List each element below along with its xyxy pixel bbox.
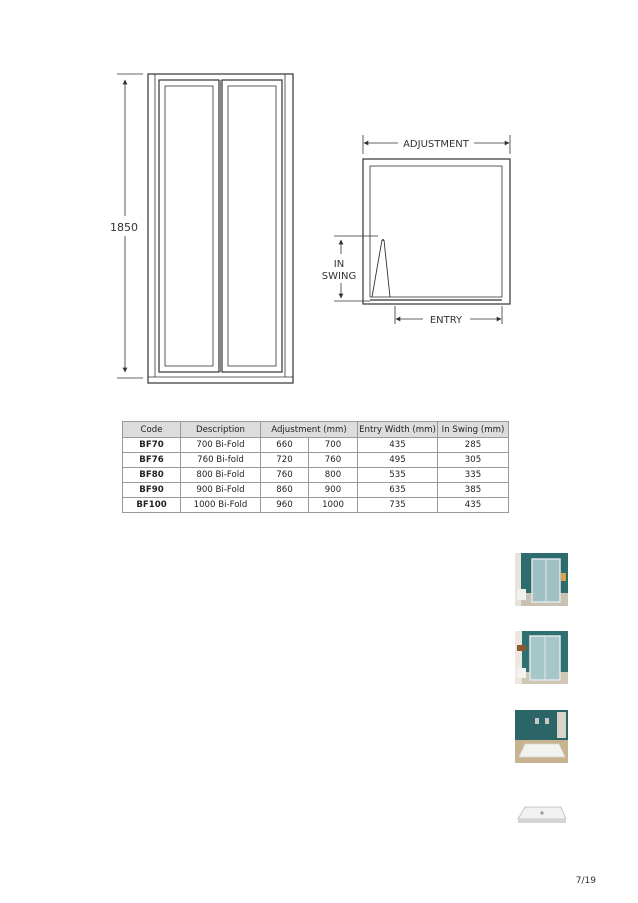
cell-description: 800 Bi-Fold	[181, 468, 261, 483]
cell-adjustment-max: 760	[309, 453, 358, 468]
cell-adjustment-max: 800	[309, 468, 358, 483]
cell-adjustment-min: 660	[261, 438, 309, 453]
cell-entry-width: 535	[358, 468, 438, 483]
cell-in-swing: 285	[438, 438, 509, 453]
header-adjustment: Adjustment (mm)	[261, 422, 358, 438]
shower-tray-photo-icon	[515, 789, 568, 842]
header-in-swing: In Swing (mm)	[438, 422, 509, 438]
plan-view	[363, 159, 510, 304]
adjustment-dimension	[363, 135, 510, 154]
header-entry-width: Entry Width (mm)	[358, 422, 438, 438]
bifold-door-bathroom-photo-icon	[515, 553, 568, 606]
cell-adjustment-min: 720	[261, 453, 309, 468]
table-row	[123, 453, 509, 468]
cell-entry-width: 495	[358, 453, 438, 468]
cell-code: BF80	[123, 468, 181, 483]
entry-dimension	[395, 306, 502, 326]
bifold-door-bathroom-photo-icon	[515, 631, 568, 684]
cell-code: BF100	[123, 498, 181, 513]
cell-in-swing: 305	[438, 453, 509, 468]
table-row	[123, 438, 509, 453]
page-number: 7/19	[575, 876, 596, 886]
cell-description: 1000 Bi-Fold	[181, 498, 261, 513]
in-swing-label-line1: IN	[333, 259, 345, 270]
door-front-elevation	[148, 74, 293, 383]
cell-adjustment-max: 900	[309, 483, 358, 498]
cell-in-swing: 385	[438, 483, 509, 498]
cell-entry-width: 635	[358, 483, 438, 498]
spec-table	[122, 421, 509, 513]
in-swing-dimension	[322, 236, 378, 301]
cell-code: BF70	[123, 438, 181, 453]
technical-diagram	[0, 0, 638, 410]
table-row	[123, 498, 509, 513]
table-row	[123, 483, 509, 498]
shower-tray-room-photo-icon	[515, 710, 568, 763]
cell-description: 700 Bi-Fold	[181, 438, 261, 453]
cell-code: BF90	[123, 483, 181, 498]
table-row	[123, 468, 509, 483]
cell-code: BF76	[123, 453, 181, 468]
in-swing-label-line2: SWING	[321, 271, 357, 282]
cell-entry-width: 435	[358, 438, 438, 453]
header-code: Code	[123, 422, 181, 438]
cell-description: 900 Bi-Fold	[181, 483, 261, 498]
header-description: Description	[181, 422, 261, 438]
adjustment-label: ADJUSTMENT	[403, 139, 469, 150]
cell-in-swing: 335	[438, 468, 509, 483]
cell-in-swing: 435	[438, 498, 509, 513]
cell-description: 760 Bi-fold	[181, 453, 261, 468]
cell-adjustment-max: 1000	[309, 498, 358, 513]
height-dimension	[110, 74, 143, 378]
cell-entry-width: 735	[358, 498, 438, 513]
table-header-row	[123, 422, 509, 438]
cell-adjustment-max: 700	[309, 438, 358, 453]
cell-adjustment-min: 960	[261, 498, 309, 513]
height-label: 1850	[110, 221, 138, 234]
cell-adjustment-min: 860	[261, 483, 309, 498]
entry-label: ENTRY	[429, 315, 463, 326]
cell-adjustment-min: 760	[261, 468, 309, 483]
